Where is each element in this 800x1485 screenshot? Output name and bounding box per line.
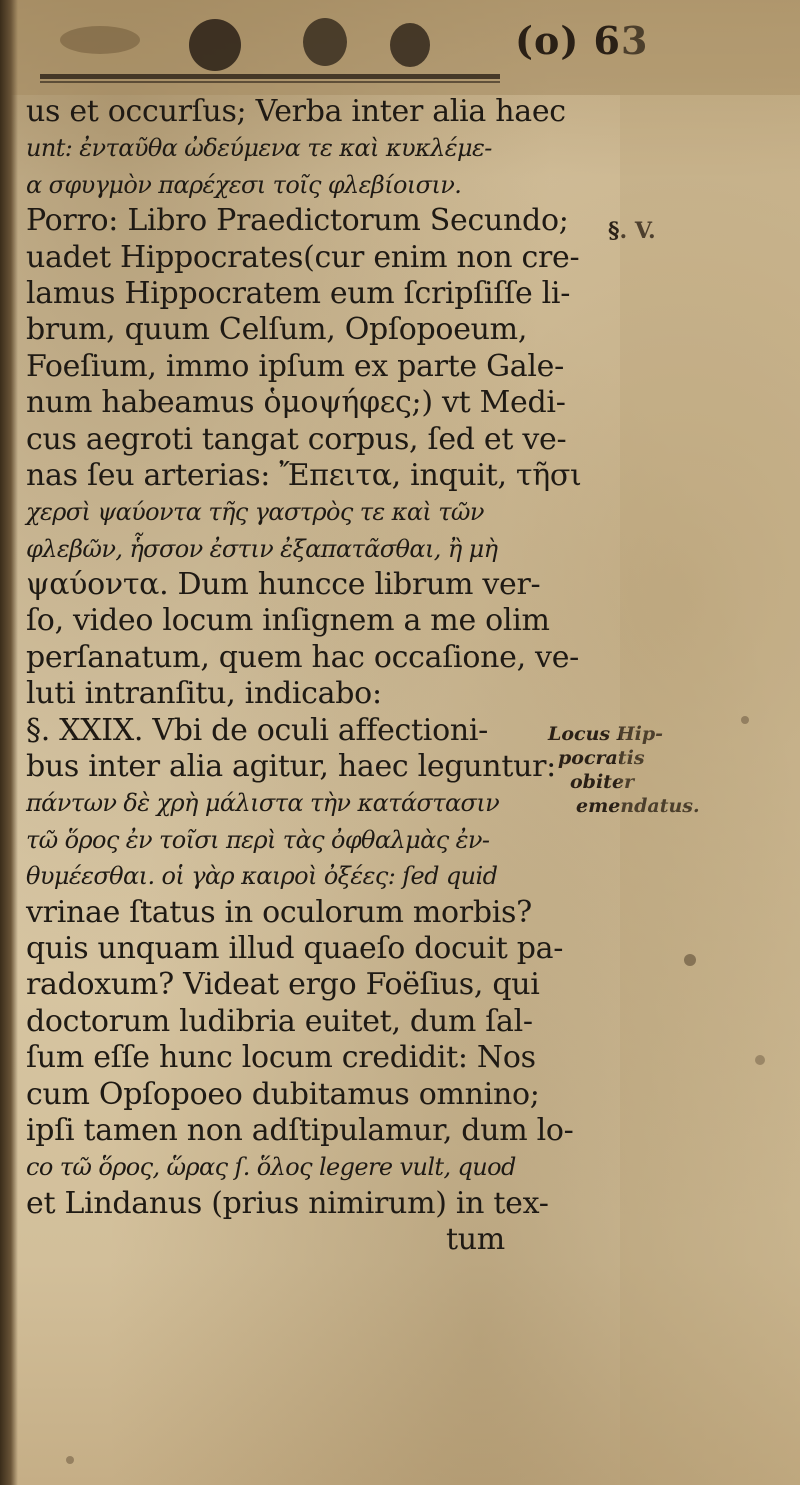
text-line: ipſi tamen non adſtipulamur, dum lo-: [26, 1112, 574, 1148]
marginal-note-line: obiter: [570, 771, 635, 793]
text-line: radoxum? Videat ergo Foëſius, qui: [26, 967, 540, 1003]
section-mark: §. V.: [608, 218, 656, 244]
text-line: τῶ ὅρος ἐν τοῖσι περὶ τὰς ὀφθαλμὰς ἐν-: [26, 825, 490, 854]
catchword: tum: [446, 1222, 505, 1258]
text-line: ſum eſſe hunc locum credidit: Nos: [26, 1040, 536, 1076]
text-line: perſanatum, quem hac occaſione, ve-: [26, 639, 579, 675]
text-line: Porro: Libro Praedictorum Secundo;: [26, 203, 569, 239]
printers-ornament-band: [0, 0, 800, 95]
text-line: brum, quum Celſum, Opſopoeum,: [26, 312, 528, 348]
text-line: cus aegroti tangat corpus, ſed et ve-: [26, 421, 567, 457]
book-gutter-shadow: [0, 0, 18, 1485]
text-line: cum Opſopoeo dubitamus omnino;: [26, 1076, 540, 1112]
text-line: co τῶ ὅρος, ὥρας ſ. ὅλος legere vult, quod: [26, 1153, 516, 1182]
marginal-note-line: pocratis: [558, 747, 645, 769]
text-line: πάντων δὲ χρὴ μάλιστα τὴν κατάστασιν: [26, 789, 500, 818]
text-line: doctorum ludibria euitet, dum ſal-: [26, 1003, 533, 1039]
text-line: us et occurſus; Verba inter alia haec: [26, 94, 566, 129]
page-signature: (o) 63: [515, 18, 649, 63]
text-line: quis unquam illud quaeſo docuit pa-: [26, 930, 564, 966]
text-line: lamus Hippocratem eum ſcripſiſſe li-: [26, 275, 571, 311]
text-line: uadet Hippocrates(cur enim non cre-: [26, 239, 580, 275]
text-line: ψαύοντα. Dum huncce librum ver-: [26, 567, 541, 603]
text-line: luti intranſitu, indicabo:: [26, 676, 382, 712]
text-line: Foeſium, immo ipſum ex parte Gale-: [26, 348, 564, 384]
text-line: ſo, video locum inſignem a me olim: [26, 603, 550, 639]
text-line: vrinae ſtatus in oculorum morbis?: [26, 894, 532, 930]
text-line: nas ſeu arterias: Ἔπειτα, inquit, τῆσι: [26, 457, 582, 493]
text-line: num habeamus ὁμοψήφες;) vt Medi-: [26, 385, 566, 421]
text-line: unt: ἐνταῦθα ὠδεύμενα τε καὶ κυκλέμε-: [26, 134, 492, 163]
marginal-note-line: emendatus.: [576, 795, 700, 817]
text-line: α σφυγμὸν παρέχεσι τοῖς φλεβίοισιν.: [26, 170, 462, 199]
marginal-note: [548, 722, 748, 818]
text-line: χερσὶ ψαύοντα τῆς γαστρὸς τε καὶ τῶν: [26, 498, 484, 527]
text-line: bus inter alia agitur, haec leguntur:: [26, 749, 556, 785]
latin-text-column: [26, 94, 581, 1259]
text-line: θυμέεσθαι. οἱ γὰρ καιροὶ ὀξέες: ſed quid: [26, 862, 498, 891]
marginal-note-line: Locus Hip-: [548, 723, 664, 745]
section-heading-line: §. XXIX. Vbi de oculi affectioni-: [26, 712, 488, 748]
text-line: φλεβῶν, ἧσσον ἐστιν ἐξαπατᾶσθαι, ἢ μὴ: [26, 534, 498, 563]
text-line: et Lindanus (prius nimirum) in tex-: [26, 1185, 549, 1221]
